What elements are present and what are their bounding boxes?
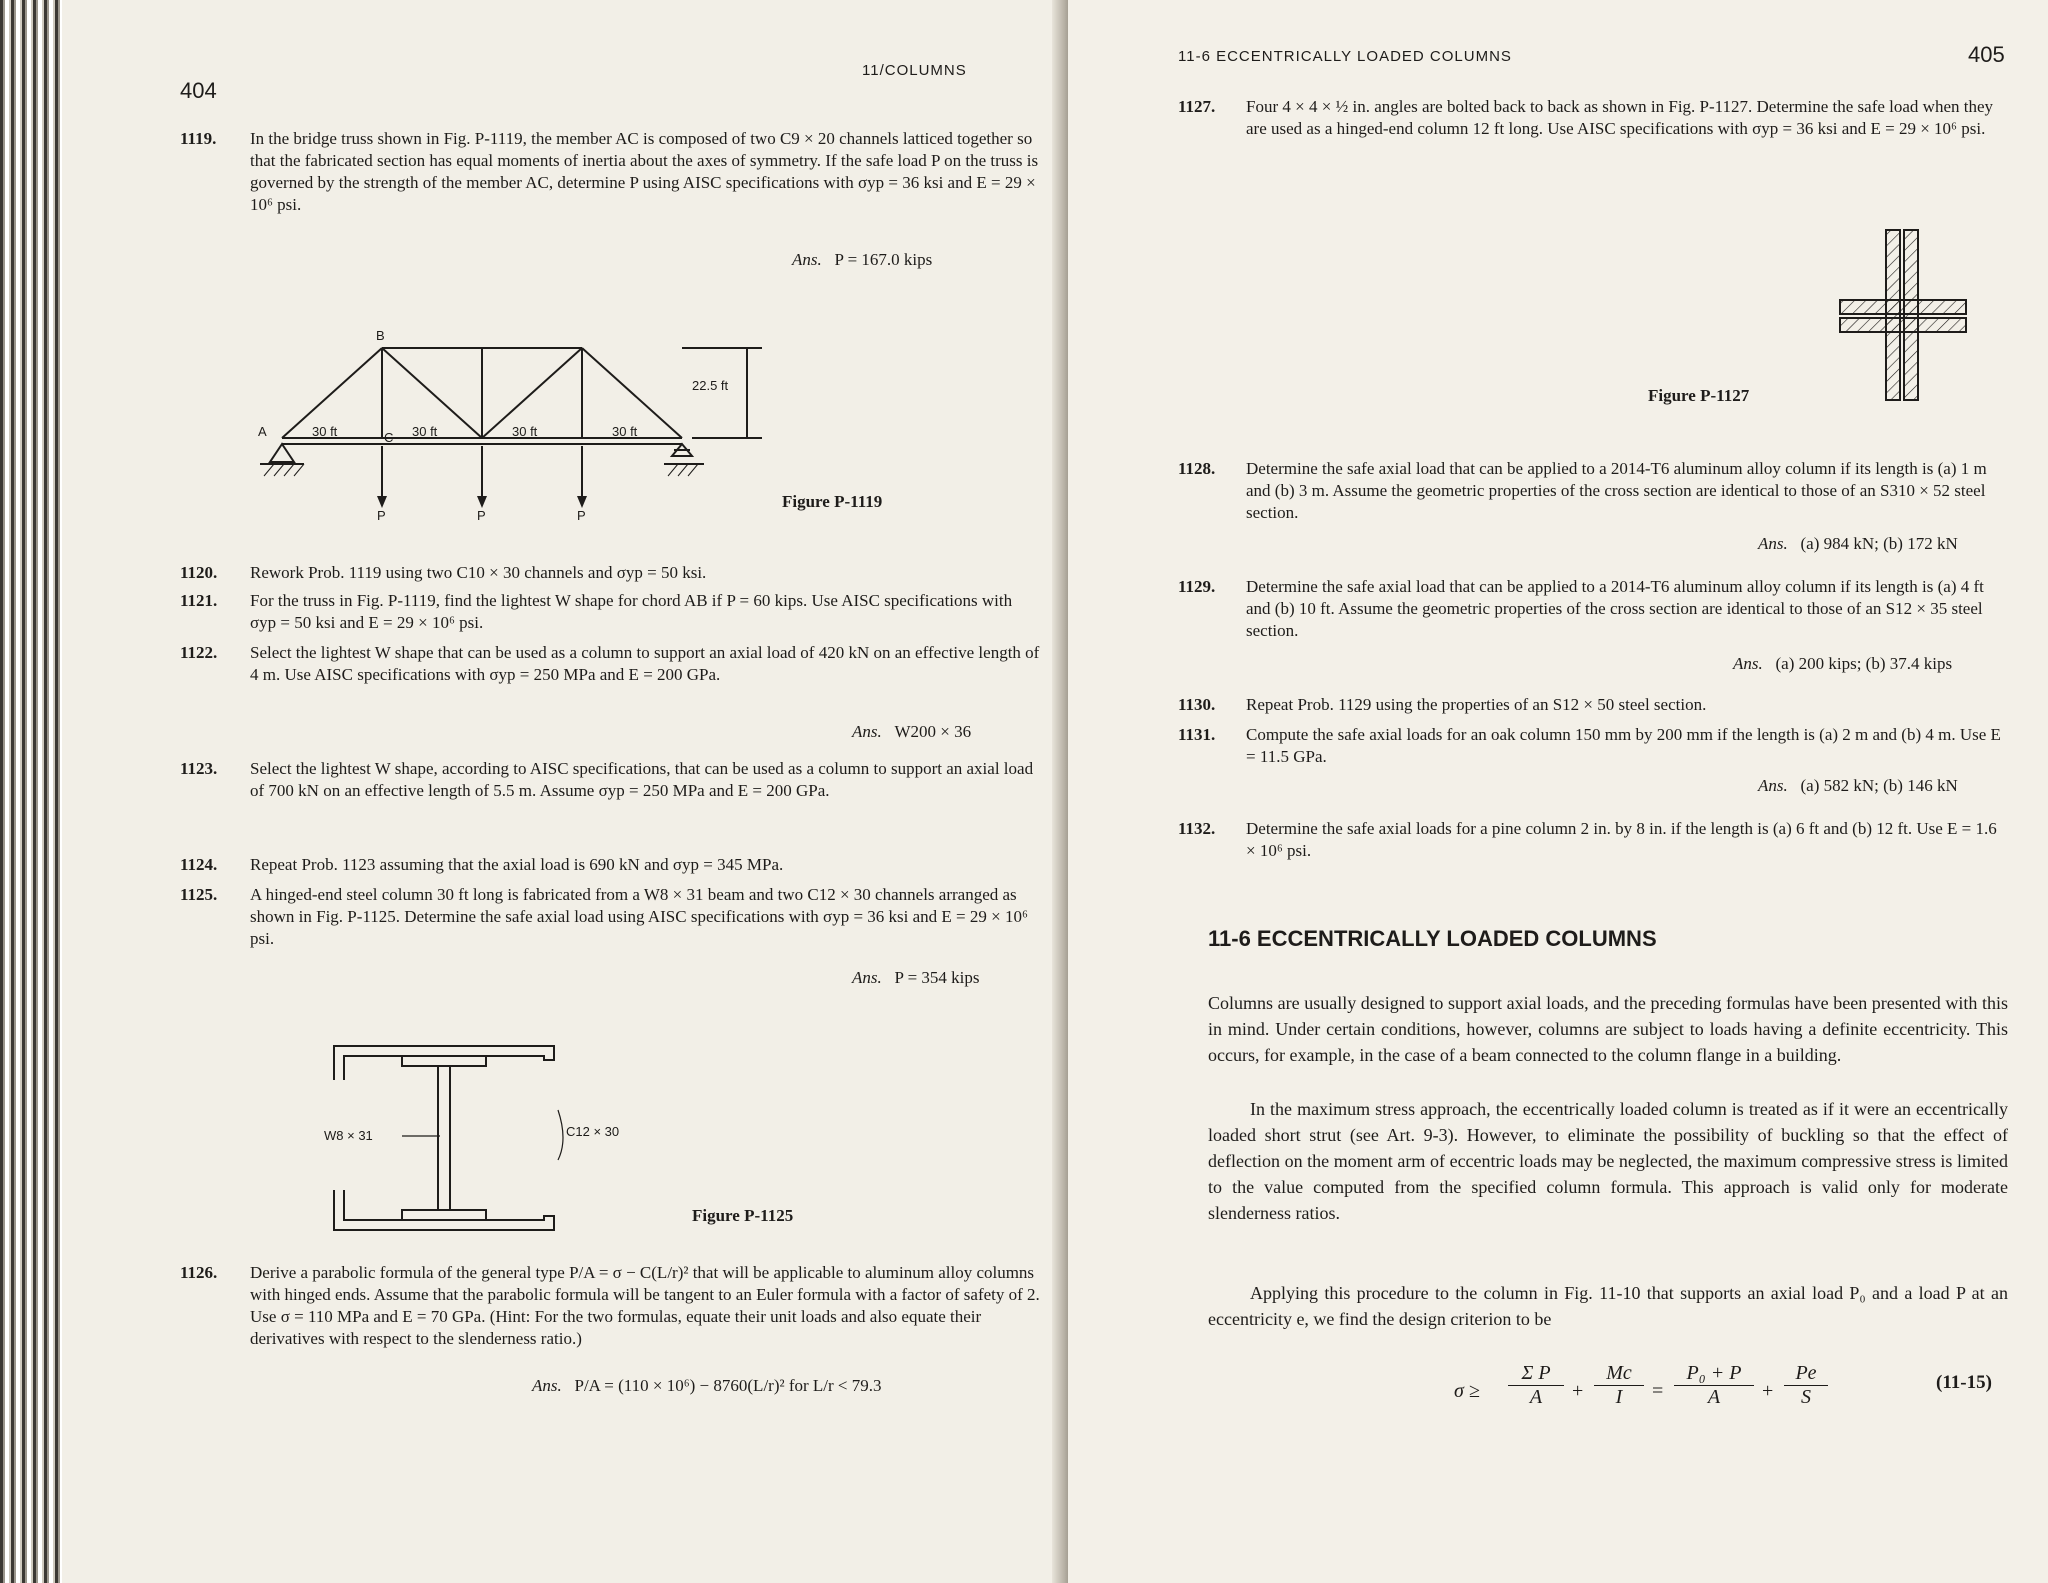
problem-text: Compute the safe axial loads for an oak column 150 mm by 200 mm if the length is (a) 2 m and (b) 4 m. Use E = 11.5 GPa. — [1246, 725, 2001, 766]
problem-1128 — [1178, 458, 2008, 526]
angles-cross-section-diagram — [1838, 226, 1968, 406]
answer-value: W200 × 36 — [894, 722, 972, 741]
left-page — [62, 0, 1062, 1583]
load-label: P — [577, 508, 586, 523]
figure-caption-1119: Figure P-1119 — [782, 492, 883, 511]
load-label: P — [477, 508, 486, 523]
load-label: P — [377, 508, 386, 523]
fraction-numerator: Mc — [1594, 1362, 1644, 1386]
equation-fraction — [1594, 1362, 1644, 1409]
problem-text: Repeat Prob. 1123 assuming that the axial load is 690 kN and σyp = 345 MPa. — [250, 855, 784, 874]
equation-fraction — [1674, 1362, 1754, 1409]
answer-label: Ans. — [1733, 654, 1763, 673]
problem-1126 — [180, 1262, 1040, 1374]
fraction-denominator: I — [1615, 1386, 1623, 1408]
body-paragraph: Columns are usually designed to support axial loads, and the preceding formulas have been presented with this in mind. Under certain conditions, however, columns are subject to loads having a definite eccentricity. This occurs, for example, in the case of a beam connected to the column flange in a building. — [1208, 993, 2008, 1065]
answer-label: Ans. — [1758, 776, 1788, 795]
problem-number: 1122. — [180, 643, 218, 662]
body-paragraph: In the maximum stress approach, the eccentrically loaded column is treated as if it were an eccentrically loaded short strut (see Art. 9-3). However, to eliminate the possibility of buckling so that the effect of deflection on the moment arm of eccentric loads may be neglected, the maximum compressive stress is limited to the value computed from the specified column formula. This approach is valid only for moderate slenderness ratios. — [1208, 1099, 2008, 1223]
answer-value: P = 167.0 kips — [834, 250, 933, 269]
problem-1119 — [180, 128, 1040, 258]
section-heading: 11-6 ECCENTRICALLY LOADED COLUMNS — [1208, 926, 1657, 951]
problem-1131 — [1178, 724, 2008, 770]
fraction-numerator: P₀ + P — [1674, 1362, 1754, 1386]
problem-1121 — [180, 590, 1040, 636]
answer-label: Ans. — [532, 1376, 562, 1395]
problem-text: In the bridge truss shown in Fig. P-1119, the member AC is composed of two C9 × 20 channels latticed together so that the fabricated section has equal moments of inertia about the axes of symmetry. If the safe load P on the truss is governed by the strength of the member AC, determine P using AISC specifications with σyp = 36 ksi and E = 29 × 10⁶ psi. — [250, 129, 1039, 214]
equation-fraction — [1784, 1362, 1828, 1409]
problem-text: Derive a parabolic formula of the general type P/A = σ − C(L/r)² that will be applicable to aluminum alloy columns with hinged ends. Assume that the parabolic formula will be tangent to an Euler formula with a factor of safety of 2. Use σ = 110 MPa and E = 70 GPa. (Hint: For the two formulas, equate their unit loads and also equate their derivatives with respect to the slenderness ratio.) — [250, 1263, 1040, 1348]
truss-diagram — [242, 318, 862, 528]
answer-value: P = 354 kips — [894, 968, 980, 987]
answer-1129 — [1733, 654, 1952, 674]
right-page — [1068, 0, 2048, 1583]
problem-text: A hinged-end steel column 30 ft long is fabricated from a W8 × 31 beam and two C12 × 30 channels arranged as shown in Fig. P-1125. Determine the safe axial load using AISC specifications with σyp = 36 ksi and E = 29 × 10⁶ psi. — [250, 885, 1028, 948]
running-head: 11-6 ECCENTRICALLY LOADED COLUMNS — [1178, 48, 1512, 65]
answer-1122 — [852, 722, 971, 742]
answer-label: Ans. — [1758, 534, 1788, 553]
fraction-denominator: S — [1801, 1386, 1811, 1408]
panel-length: 30 ft — [412, 424, 438, 439]
problem-number: 1131. — [1178, 725, 1216, 744]
problem-1124 — [180, 854, 1040, 878]
truss-height: 22.5 ft — [692, 378, 729, 393]
figure-caption-1127: Figure P-1127 — [1648, 386, 1750, 405]
answer-value: (a) 984 kN; (b) 172 kN — [1800, 534, 1958, 553]
fraction-denominator: A — [1529, 1386, 1543, 1408]
problem-text: For the truss in Fig. P-1119, find the lightest W shape for chord AB if P = 60 kips. Use AISC specifications with σyp = 50 ksi and E = 29 × 10⁶ psi. — [250, 591, 1013, 632]
panel-length: 30 ft — [612, 424, 638, 439]
page-stack-edge — [0, 0, 62, 1583]
problem-number: 1119. — [180, 129, 217, 148]
problem-text: Four 4 × 4 × ½ in. angles are bolted back to back as shown in Fig. P-1127. Determine the safe load when they are used as a hinged-end column 12 ft long. Use AISC specifications with σyp = 36 ksi and E = 29 × 10⁶ psi. — [1246, 97, 1994, 138]
truss-node-c: C — [384, 430, 394, 445]
equation-fraction — [1508, 1362, 1564, 1409]
equation-number: (11-15) — [1936, 1372, 1992, 1393]
problem-number: 1124. — [180, 855, 218, 874]
problem-text: Repeat Prob. 1129 using the properties of an S12 × 50 steel section. — [1246, 695, 1707, 714]
problem-text: Determine the safe axial load that can be applied to a 2014-T6 aluminum alloy column if its length is (a) 1 m and (b) 3 m. Assume the geometric properties of the cross section are identical to those of an S310 × 52 steel section. — [1246, 459, 1987, 522]
fraction-numerator: Σ P — [1508, 1362, 1564, 1386]
answer-label: Ans. — [852, 722, 882, 741]
channel-label: C12 × 30 — [566, 1124, 620, 1139]
figure-caption-1125: Figure P-1125 — [692, 1206, 794, 1225]
page-number: 405 — [1968, 42, 2005, 67]
problem-text: Determine the safe axial loads for a pine column 2 in. by 8 in. if the length is (a) 6 ft and (b) 12 ft. Use E = 1.6 × 10⁶ psi. — [1246, 819, 1997, 860]
problem-number: 1129. — [1178, 577, 1216, 596]
problem-1129 — [1178, 576, 2008, 644]
answer-value: (a) 582 kN; (b) 146 kN — [1800, 776, 1958, 795]
answer-1131 — [1758, 776, 1958, 796]
answer-1119 — [792, 250, 932, 270]
problem-number: 1126. — [180, 1263, 218, 1282]
answer-value: P/A = (110 × 10⁶) − 8760(L/r)² for L/r < 79.3 — [574, 1376, 882, 1395]
problem-1132 — [1178, 818, 2008, 864]
problem-number: 1132. — [1178, 819, 1216, 838]
answer-1128 — [1758, 534, 1958, 554]
problem-1120 — [180, 562, 1040, 586]
equation-operator: = — [1652, 1380, 1664, 1402]
beam-label: W8 × 31 — [324, 1128, 373, 1143]
panel-length: 30 ft — [512, 424, 538, 439]
answer-value: (a) 200 kips; (b) 37.4 kips — [1775, 654, 1953, 673]
problem-number: 1125. — [180, 885, 218, 904]
answer-label: Ans. — [792, 250, 822, 269]
problem-1125 — [180, 884, 1040, 974]
problem-text: Rework Prob. 1119 using two C10 × 30 channels and σyp = 50 ksi. — [250, 563, 707, 582]
answer-1126 — [532, 1376, 882, 1396]
problem-text: Determine the safe axial load that can be applied to a 2014-T6 aluminum alloy column if its length is (a) 4 ft and (b) 10 ft. Assume the geometric properties of the cross section are identical to those of an S12 × 35 steel section. — [1246, 577, 1984, 640]
equation-lhs: σ ≥ — [1454, 1380, 1480, 1402]
equation-operator: + — [1762, 1380, 1774, 1402]
problem-1123 — [180, 758, 1040, 826]
truss-node-a: A — [258, 424, 267, 439]
equation-operator: + — [1572, 1380, 1584, 1402]
problem-number: 1120. — [180, 563, 218, 582]
running-head: 11/COLUMNS — [862, 62, 967, 79]
truss-node-b: B — [376, 328, 385, 343]
problem-number: 1121. — [180, 591, 218, 610]
body-paragraph: Applying this procedure to the column in Fig. 11-10 that supports an axial load P₀ and a load P at an eccentricity e, we find the design criterion to be — [1208, 1283, 2008, 1329]
problem-1122 — [180, 642, 1040, 710]
problem-number: 1128. — [1178, 459, 1216, 478]
fraction-denominator: A — [1707, 1386, 1721, 1408]
problem-number: 1130. — [1178, 695, 1216, 714]
problem-text: Select the lightest W shape, according to AISC specifications, that can be used as a column to support an axial load of 700 kN on an effective length of 5.5 m. Assume σyp = 250 MPa and E = 200 GPa. — [250, 759, 1034, 800]
problem-1127 — [1178, 96, 2008, 164]
answer-1125 — [852, 968, 980, 988]
problem-number: 1127. — [1178, 97, 1216, 116]
fraction-numerator: Pe — [1784, 1362, 1828, 1386]
page-number: 404 — [180, 78, 217, 103]
problem-1130 — [1178, 694, 2008, 718]
panel-length: 30 ft — [312, 424, 338, 439]
label-leaders — [362, 1100, 582, 1200]
problem-number: 1123. — [180, 759, 218, 778]
answer-label: Ans. — [852, 968, 882, 987]
problem-text: Select the lightest W shape that can be used as a column to support an axial load of 420 kN on an effective length of 4 m. Use AISC specifications with σyp = 250 MPa and E = 200 GPa. — [250, 643, 1040, 684]
